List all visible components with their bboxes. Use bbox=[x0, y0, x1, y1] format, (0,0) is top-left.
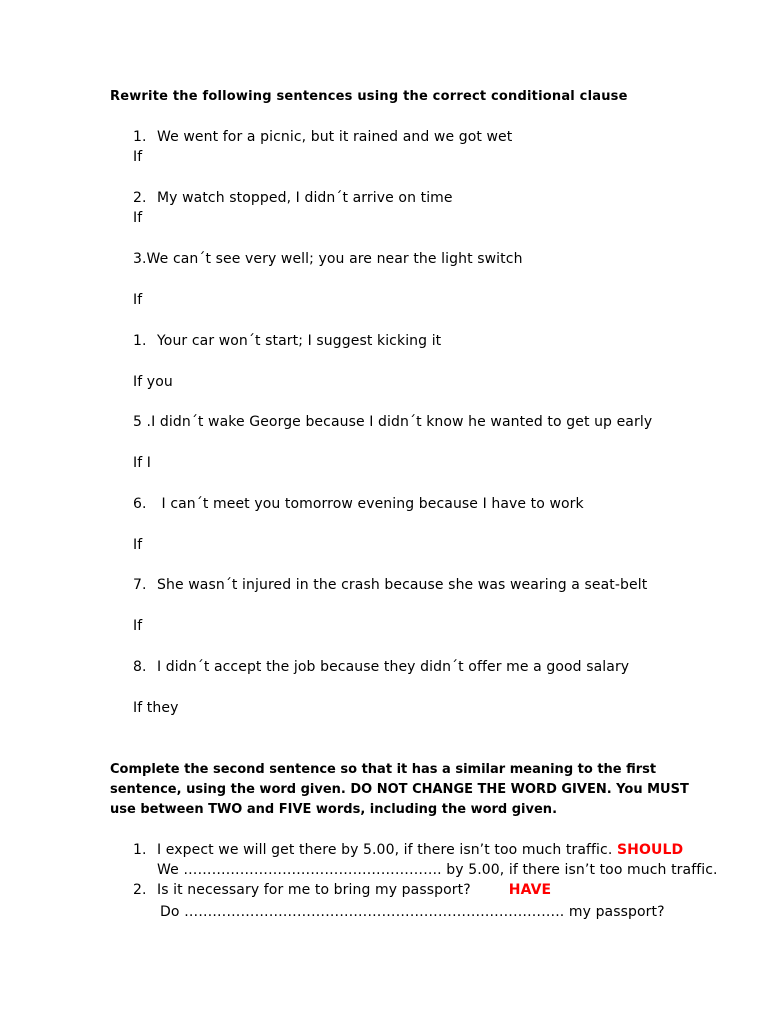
answer-prompt-3: If bbox=[133, 292, 143, 308]
sentence-8 bbox=[133, 659, 629, 675]
item-number: 1. bbox=[133, 129, 147, 145]
sentence-text: She wasn´t injured in the crash because she was wearing a seat-belt bbox=[157, 577, 648, 593]
sentence-text: We went for a picnic, but it rained and we got wet bbox=[157, 129, 513, 145]
sentence-3: 3.We can´t see very well; you are near the light switch bbox=[133, 251, 523, 267]
answer-prompt-1: If bbox=[133, 149, 143, 165]
sentence-1 bbox=[133, 129, 512, 145]
sentence-2 bbox=[133, 190, 453, 206]
sentence-4 bbox=[133, 333, 441, 349]
item-number: 1. bbox=[133, 842, 147, 858]
sentence-text: My watch stopped, I didn´t arrive on time bbox=[157, 190, 453, 206]
sentence-text: I can´t meet you tomorrow evening because I have to work bbox=[157, 496, 584, 512]
keyword-badge: HAVE bbox=[508, 882, 552, 898]
transformation-item-2 bbox=[133, 882, 551, 898]
sentence-6 bbox=[133, 496, 584, 512]
transformation-item-1 bbox=[133, 842, 683, 858]
sentence-text: I didn´t accept the job because they didn´t offer me a good salary bbox=[157, 659, 630, 675]
item-number: 8. bbox=[133, 659, 147, 675]
item-number: 1. bbox=[133, 333, 147, 349]
source-sentence: Is it necessary for me to bring my passport? bbox=[157, 882, 471, 898]
completion-line-1: We ………………………………………………. by 5.00, if there isn’t too much traffic. bbox=[157, 862, 718, 878]
item-number: 2. bbox=[133, 882, 147, 898]
sentence-7 bbox=[133, 577, 647, 593]
sentence-text: Your car won´t start; I suggest kicking it bbox=[157, 333, 442, 349]
answer-prompt-5: If I bbox=[133, 455, 152, 471]
keyword-badge: SHOULD bbox=[616, 842, 684, 858]
item-number: 7. bbox=[133, 577, 147, 593]
answer-prompt-4: If you bbox=[133, 374, 173, 390]
item-number: 6. bbox=[133, 496, 147, 512]
item-number: 2. bbox=[133, 190, 147, 206]
completion-line-2: Do ……………………………………………………….…………….. my passport? bbox=[160, 904, 665, 920]
section1-heading: Rewrite the following sentences using the correct conditional clause bbox=[110, 89, 628, 104]
answer-prompt-8: If they bbox=[133, 700, 179, 716]
answer-prompt-2: If bbox=[133, 210, 143, 226]
answer-prompt-7: If bbox=[133, 618, 143, 634]
source-sentence: I expect we will get there by 5.00, if there isn’t too much traffic. bbox=[157, 842, 613, 858]
sentence-5: 5 .I didn´t wake George because I didn´t know he wanted to get up early bbox=[133, 414, 653, 430]
section2-instructions: Complete the second sentence so that it has a similar meaning to the first sentence, using the word given. DO NOT CHANGE THE WORD GIVEN. You MUST use between TWO and FIVE words, including the word given. bbox=[110, 762, 689, 817]
answer-prompt-6: If bbox=[133, 537, 143, 553]
